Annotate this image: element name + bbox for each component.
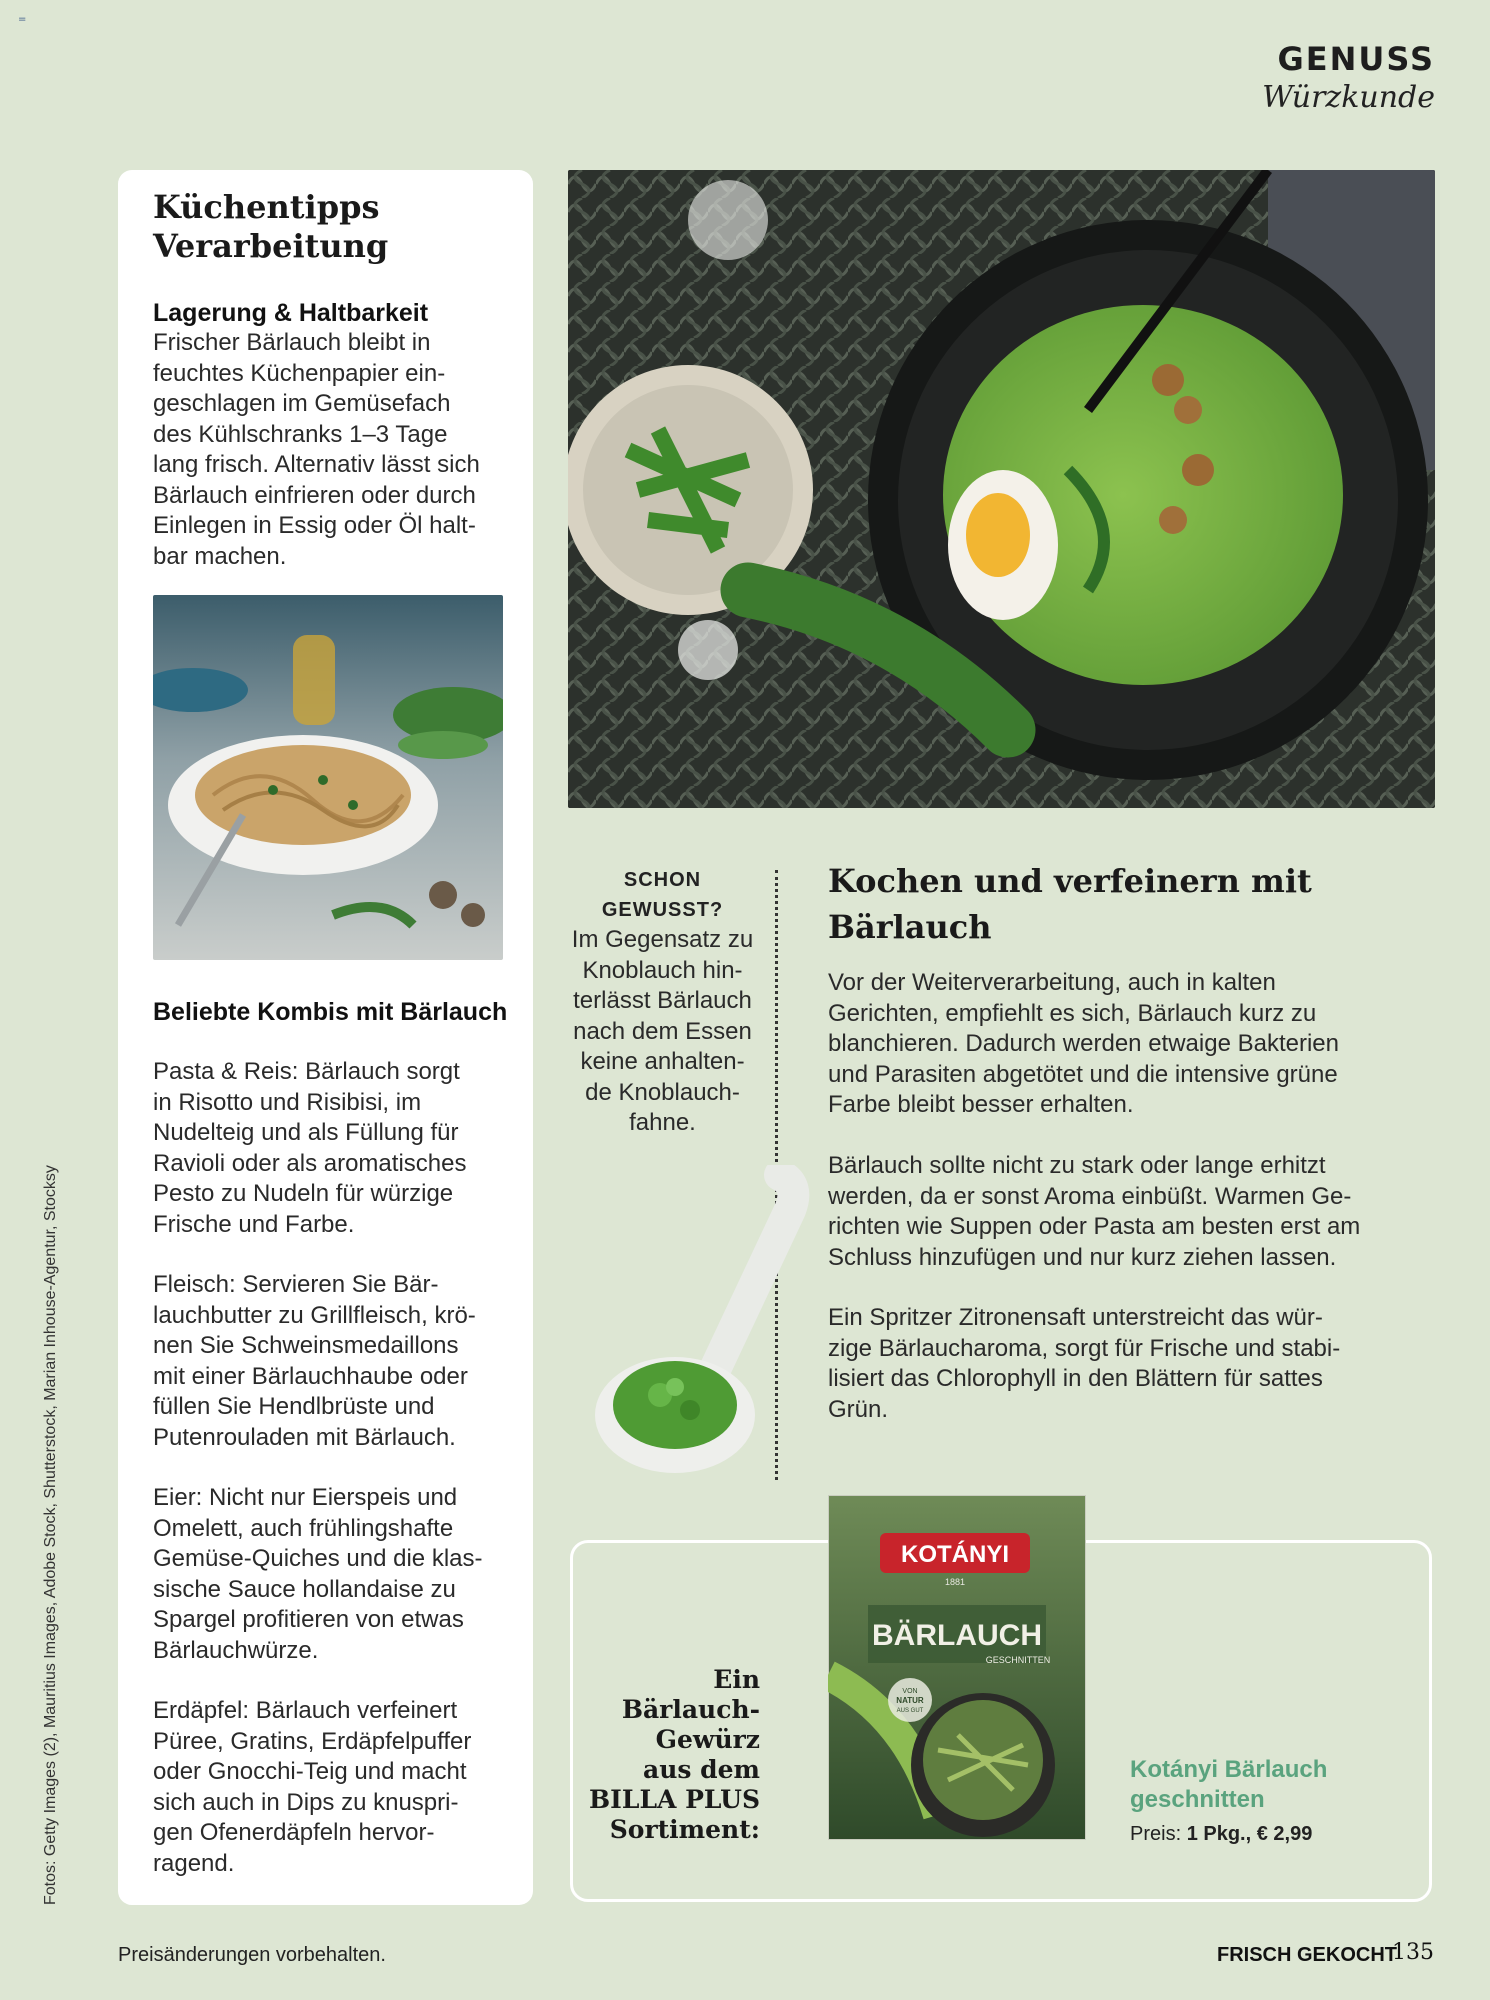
product-price: Preis: 1 Pkg., € 2,99	[1130, 1823, 1313, 1845]
magazine-name: FRISCH GEKOCHT	[1217, 1944, 1397, 1966]
pack-badge-line-2: NATUR	[896, 1696, 924, 1705]
pack-brand: KOTÁNYI	[901, 1541, 1009, 1568]
photo-credit: Fotos: Getty Images (2), Mauritius Images, Adobe Stock, Shutterstock, Marian Inhouse-Agentur, Stocksy	[42, 1165, 59, 1905]
combos-text: Pasta & Reis: Bärlauch sorgt in Risotto und Risibisi, im Nudelteig und als Füllung für Ravioli oder als aromatisches Pesto zu Nudeln für würzige Frische und Farbe. Fleisch: Servieren Sie Bär- lauchbutter zu Grillfleisch, krö- nen Sie Schweinsmedaillons mit einer Bärlauchhaube oder füllen Sie Hendlbrüste und Putenrouladen mit Bärlauch. Eier: Nicht nur Eierspeis und Omelett, auch frühlingshafte Gemüse-Quiches und die klas- sische Sauce hollandaise zu Spargel profitieren von etwas Bärlauchwürze. Erdäpfel: Bärlauch verfeinert Püree, Gratins, Erdäpfelpuffer oder Gnocchi-Teig und macht sich auch in Dips zu knuspri- gen Ofenerdäpfeln hervor- ragend.	[153, 1058, 483, 1877]
storage-heading: Lagerung & Haltbarkeit	[153, 299, 429, 327]
soup-photo	[568, 170, 1435, 808]
article-paragraph-2: Bärlauch sollte nicht zu stark oder lange erhitzt werden, da er sonst Aroma einbüßt. Warmen Ge- richten wie Suppen oder Pasta am besten erst am Schluss hinzufügen und nur kurz ziehen lassen.	[828, 1152, 1361, 1271]
product-name: Kotányi Bärlauch geschnitten	[1130, 1756, 1328, 1813]
product-package-image	[828, 1495, 1086, 1840]
fact-text: Im Gegensatz zu Knoblauch hin- terlässt Bärlauch nach dem Essen keine anhalten- de Knoblauch- fahne.	[571, 926, 754, 1136]
pack-badge-line-3: AUS GUT	[896, 1708, 924, 1714]
card-title: Küchentipps Verarbeitung	[153, 188, 389, 265]
pesto-spoon-photo	[590, 1165, 810, 1480]
combos-heading: Beliebte Kombis mit Bärlauch	[153, 998, 508, 1026]
article-paragraph-3: Ein Spritzer Zitronensaft unterstreicht das wür- zige Bärlaucharoma, sorgt für Frische und stabi- lisiert das Chlorophyll in den Blättern für sattes Grün.	[828, 1304, 1341, 1423]
footer-note: Preisänderungen vorbehalten.	[118, 1944, 386, 1966]
pasta-photo	[153, 595, 503, 960]
section-label: GENUSS	[1277, 40, 1435, 78]
pack-year: 1881	[944, 1577, 966, 1587]
storage-text: Frischer Bärlauch bleibt in feuchtes Küchenpapier ein- geschlagen im Gemüsefach des Kühlschranks 1–3 Tage lang frisch. Alternativ lässt sich Bärlauch einfrieren oder durch Einlegen in Essig oder Öl halt- bar machen.	[153, 329, 480, 570]
pack-badge-line-1: VON	[902, 1688, 918, 1695]
pack-label: BÄRLAUCH	[872, 1619, 1042, 1652]
fact-heading: SCHON GEWUSST?	[601, 869, 724, 921]
subsection-label: Würzkunde	[1262, 80, 1435, 115]
article-title: Kochen und verfeinern mit Bärlauch	[828, 862, 1312, 946]
corner-mark: =	[18, 14, 27, 25]
promo-headline: Ein Bärlauch- Gewürz aus dem BILLA PLUS Sortiment:	[589, 1665, 760, 1844]
article-paragraph-1: Vor der Weiterverarbeitung, auch in kalten Gerichten, empfiehlt es sich, Bärlauch kurz zu blanchieren. Dadurch werden etwaige Bakterien und Parasiten abgetötet und die intensive grüne Farbe bleibt besser erhalten.	[828, 969, 1339, 1118]
page-number: 135	[1392, 1940, 1434, 1965]
pack-sub: GESCHNITTEN	[985, 1655, 1051, 1665]
